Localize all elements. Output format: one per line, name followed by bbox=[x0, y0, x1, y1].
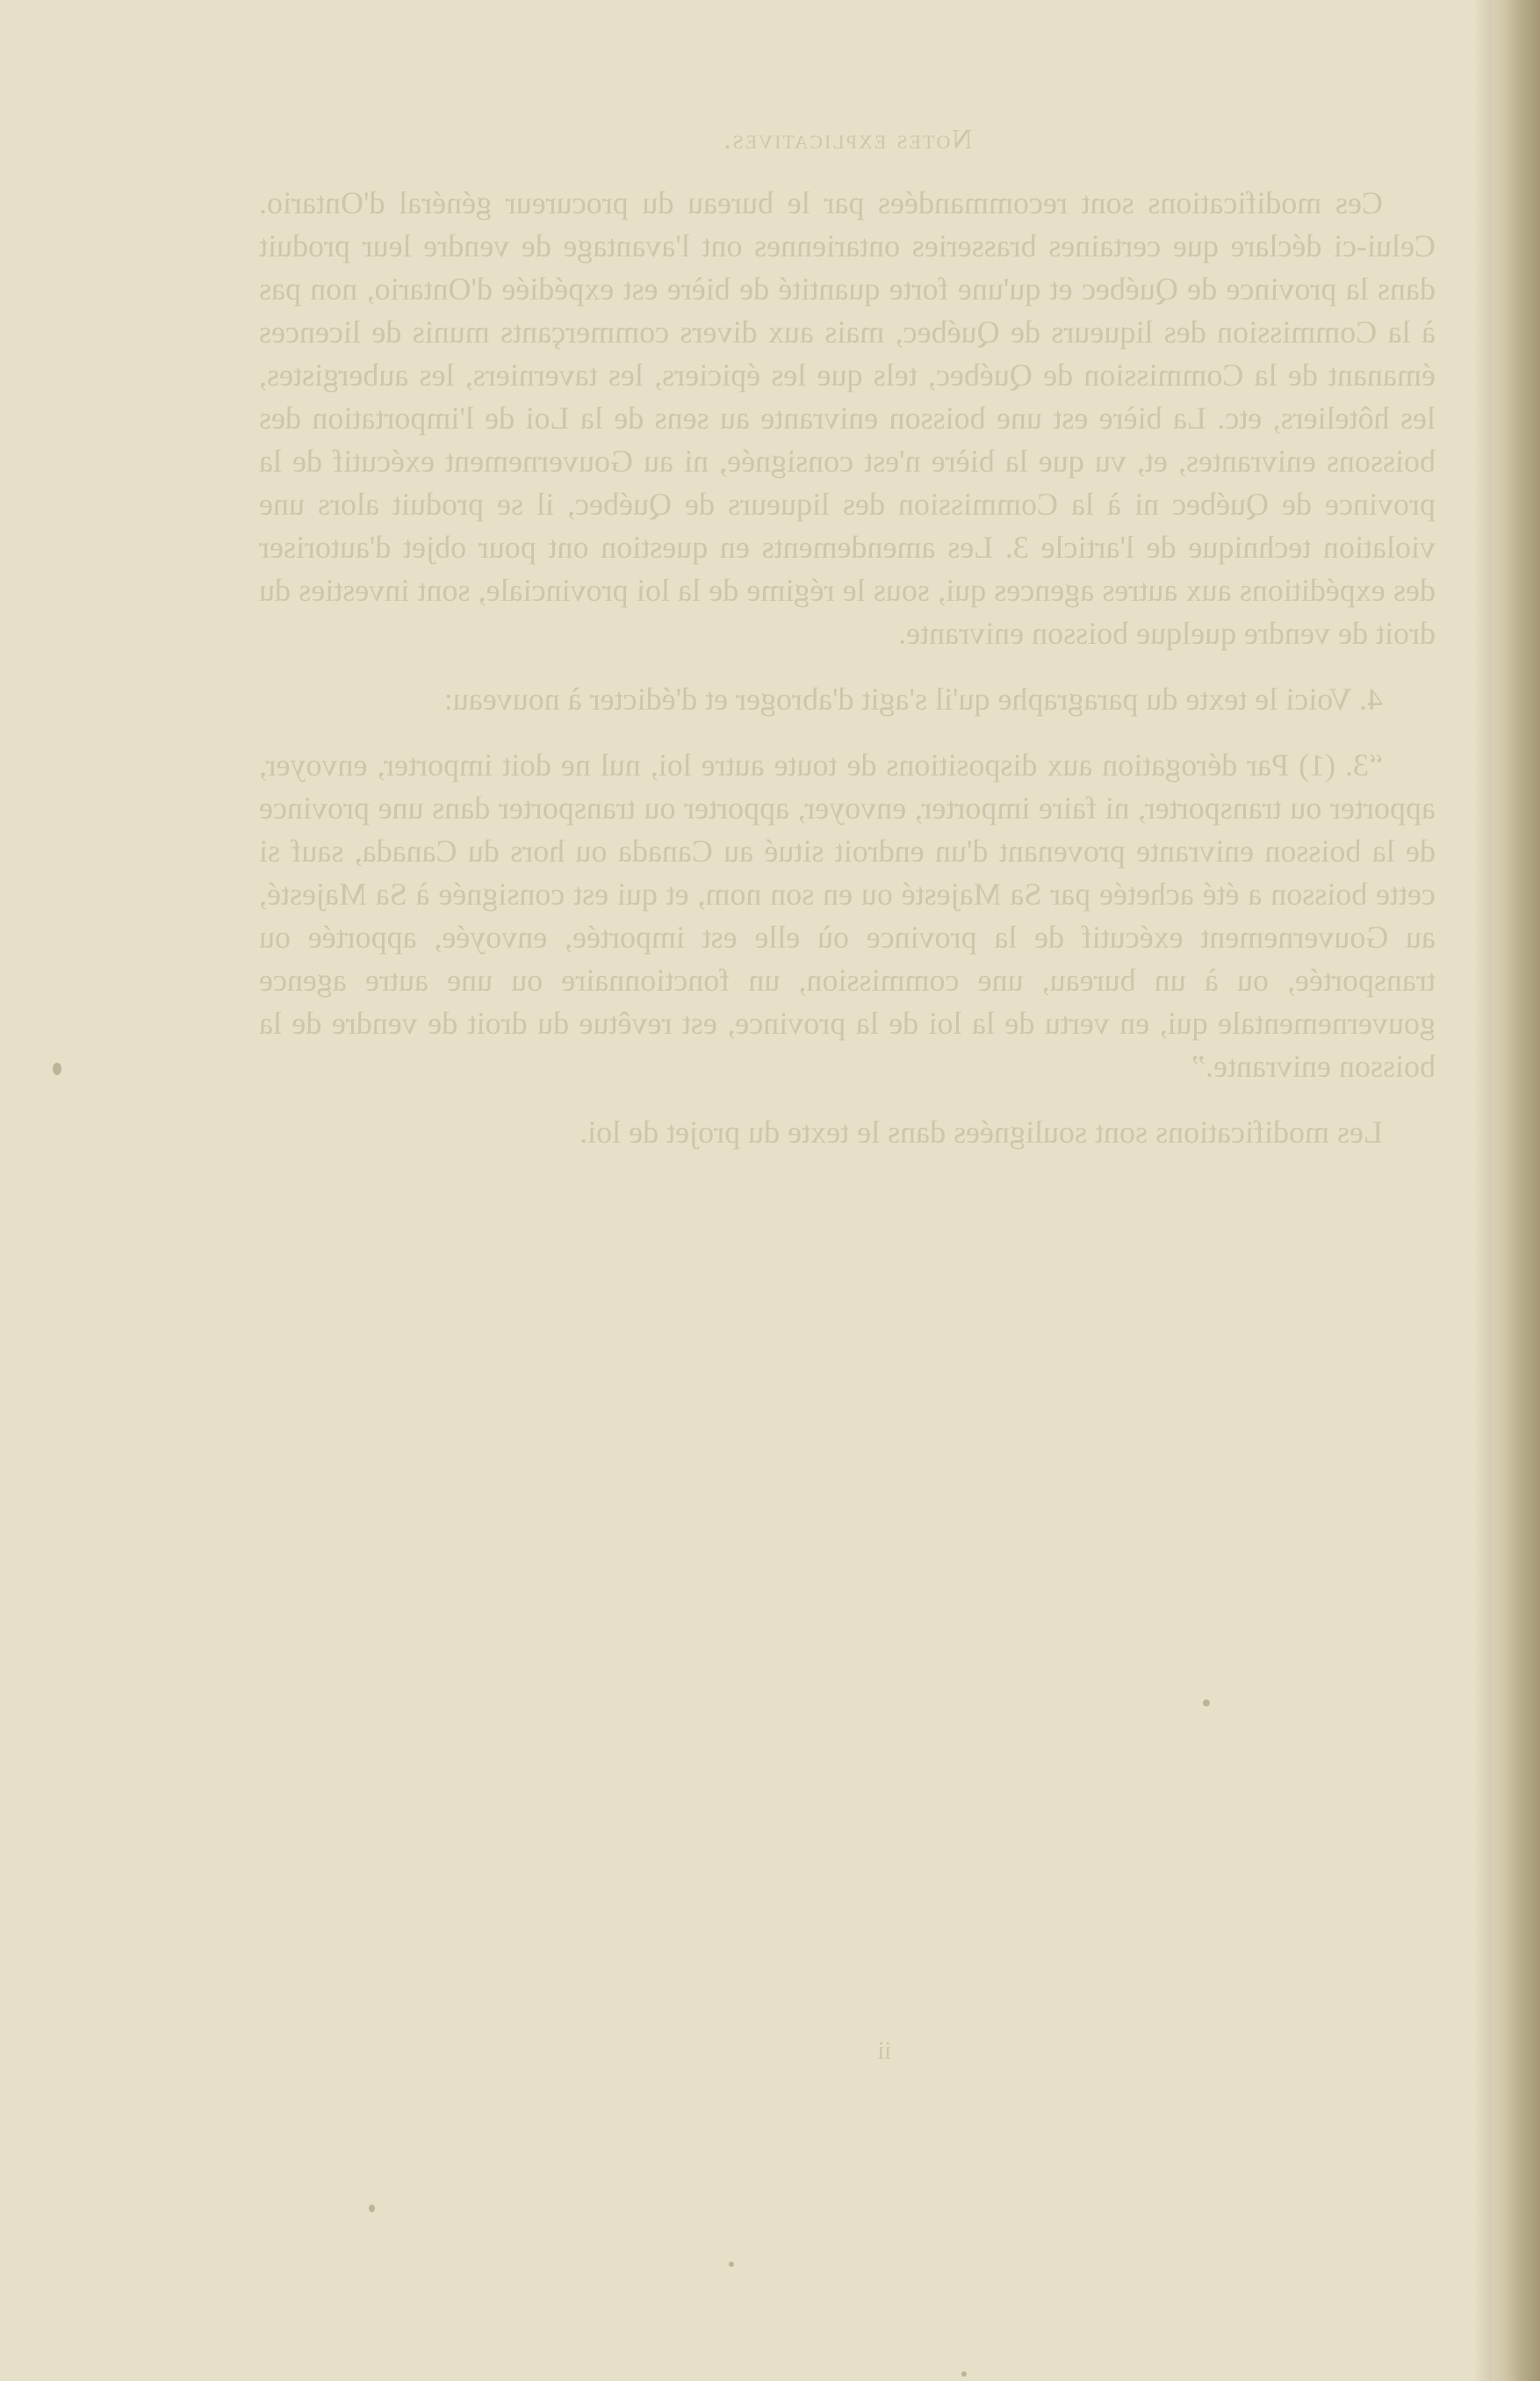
paper-speck bbox=[369, 2204, 375, 2212]
page-number: ii bbox=[877, 2038, 891, 2065]
binding-shadow bbox=[1474, 0, 1492, 2381]
paper-speck bbox=[53, 1063, 61, 1075]
paper-speck bbox=[729, 2262, 734, 2267]
show-through-text bbox=[259, 123, 1436, 2065]
running-head: Notes explicatives. bbox=[722, 123, 973, 155]
paper-speck bbox=[1203, 1699, 1210, 1706]
paragraph: Ces modifications sont recommandées par le bureau du procureur général d'Ontario. Celui-ci déclare que certaines brasseries ontariennes ont l'avantage de vendre leur produit dans la province de Québec et qu'une forte quantité de bière est expédiée d'Ontario, non pas à la Commission des liqueurs de Québec, mais aux divers commerçants munis de licences émanant de la Commission de Québec, tels que les épiciers, les taverniers, les aubergistes, les hôteliers, etc. La bière est une boisson enivrante au sens de la Loi de l'importation des boissons enivrantes, et, vu que la bière n'est consignée, ni au Gouvernement exécutif de la province de Québec ni à la Commission des liqueurs de Québec, il se produit alors une violation technique de l'article 3. Les amendements en question ont pour objet d'autoriser des expéditions aux autres agences qui, sous le régime de la loi provinciale, sont investies du droit de vendre quelque boisson enivrante. bbox=[259, 185, 1436, 651]
paper-speck bbox=[961, 2371, 967, 2377]
binding-edge bbox=[1492, 0, 1540, 2381]
paragraph: Les modifications sont soulignées dans le texte du projet de loi. bbox=[579, 1115, 1383, 1150]
paragraph: 4. Voici le texte du paragraphe qu'il s'agit d'abroger et d'édicter à nouveau: bbox=[443, 682, 1383, 717]
quoted-paragraph: “3. (1) Par dérogation aux dispositions de toute autre loi, nul ne doit importer, envoyer, apporter ou transporter, ni faire importer, envoyer, apporter ou transporter dans une province de la boisson enivrante provenant d'un endroit situé au Canada ou hors du Canada, sauf si cette boisson a été achetée par Sa Majesté ou en son nom, et qui est consignée à Sa Majesté, au Gouvernement exécutif de la province où elle est importée, envoyée, apportée ou transportée, ou à un bureau, une commission, un fonctionnaire ou une autre agence gouvernementale qui, en vertu de la loi de la province, est revêtue du droit de vendre de la boisson enivrante.” bbox=[259, 747, 1436, 1084]
